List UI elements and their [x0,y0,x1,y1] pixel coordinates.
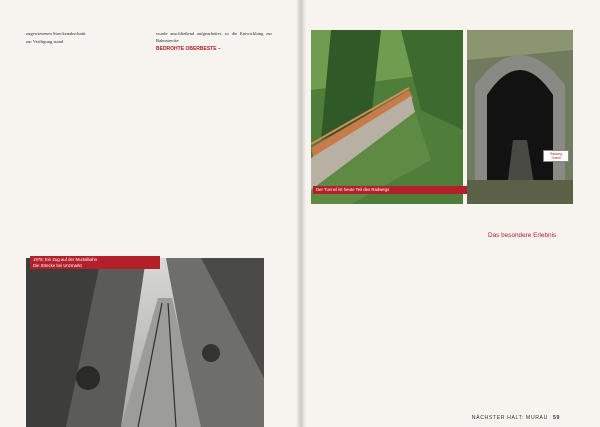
historic-railway-photo-image [26,258,264,427]
tunnel-sign-text: Radweg Tunnel [550,152,562,160]
bike-bridge-photo [311,30,463,204]
left-page-column-2 [156,30,272,236]
page-gutter [296,0,306,427]
section-highlight: BEDROHTE OBERBESTE – [156,46,221,53]
bridge-photo-caption [313,186,467,194]
tunnel-photo [467,30,573,204]
right-page-column-1 [311,212,415,400]
left-col2-paragraph-1: wurde anschließend aufgearbeitet, so die Entwicklung zur Bahnstrecke [156,31,272,44]
historic-photo-caption-line-1: 1975: Ein Zug auf der Murtalbahn [33,257,98,262]
historic-railway-photo [26,258,264,427]
historic-photo-caption [30,256,160,269]
left-col1-paragraph-1: zugewiesenen Streckenabschnitt [26,31,86,36]
bridge-photo-caption-line-1: Der Tunnel ist heute Teil des Radwegs [316,187,390,192]
right-page-column-3 [488,244,572,400]
historic-photo-caption-line-2: Die Strecke bei Unzmarkt [33,262,82,268]
footer-title: NÄCHSTER HALT: MURAU [471,415,548,421]
left-col2-paragraph-2 [156,45,272,53]
tunnel-sign [543,150,569,162]
bike-bridge-photo-image [311,30,463,204]
left-page-column-1 [26,30,150,236]
page-footer [472,415,560,421]
left-col1-paragraph-2: zur Verfügung stand [26,39,64,45]
page-number: 59 [553,415,560,421]
section-subhead: Das besondere Erlebnis [488,232,557,239]
tunnel-photo-image [467,30,573,204]
